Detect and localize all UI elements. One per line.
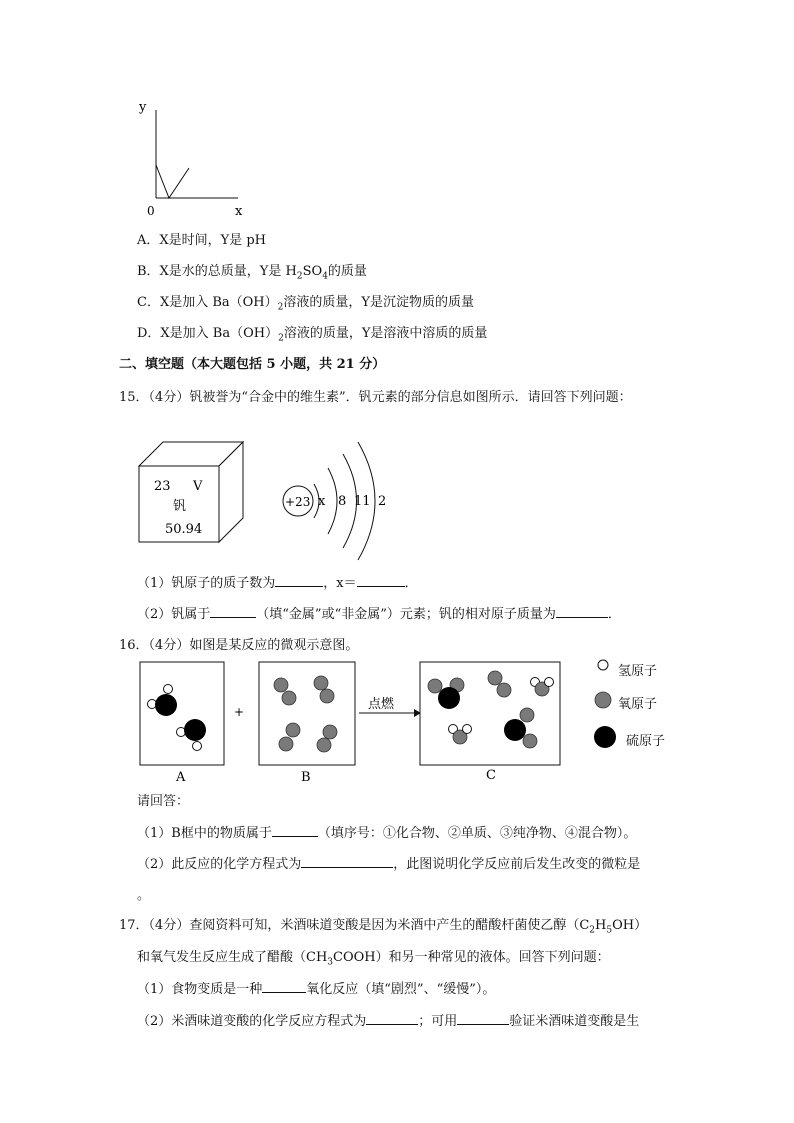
q15-element-cell	[137, 440, 247, 545]
q16-part2: （2）此反应的化学方程式为 ，此图说明化学反应前后发生改变的微粒是	[137, 857, 641, 872]
option-a: A．X是时间，Y是 pH	[137, 233, 267, 248]
blank[interactable]	[357, 574, 405, 587]
shell-3: 11	[354, 494, 371, 509]
q16-part1: （1）B框中的物质属于 （填序号：①化合物、②单质、③纯净物、④混合物）。	[137, 826, 637, 841]
blank[interactable]	[366, 1012, 418, 1025]
atom-nucleus: +23	[285, 495, 311, 509]
legend-hydrogen: 氢原子	[618, 664, 658, 679]
option-c: C．X是加入 $Ba(OH)_2$溶液的质量，Y是沉淀物质的质量	[137, 295, 474, 313]
label-b: B	[301, 770, 311, 785]
blank[interactable]	[556, 605, 608, 618]
label-a: A	[176, 770, 186, 785]
option-b: B．X是水的总质量，Y是 $H_2SO_4$的质量	[137, 264, 367, 282]
shell-4: 2	[378, 494, 387, 509]
option-d: D．X是加入 $Ba(OH)_2$溶液的质量，Y是溶液中溶质的质量	[137, 326, 488, 344]
graph-curve	[156, 165, 189, 198]
legend	[594, 660, 616, 748]
q17-line2: 和氧气发生反应生成了醋酸$(CH_3COOH)$和另一种常见的液体。回答下列问题：	[137, 950, 610, 968]
blank[interactable]	[272, 824, 318, 837]
q16-prompt: 请回答：	[137, 794, 190, 809]
graph-origin: 0	[147, 204, 155, 218]
legend-oxygen: 氧原子	[618, 697, 658, 712]
box-a	[140, 662, 224, 765]
q15-stem: 15．（4分）钒被誉为“合金中的维生素”．钒元素的部分信息如图所示．请回答下列问题：	[119, 390, 632, 405]
q15-part1: （1）钒原子的质子数为 ，x＝ ．	[137, 576, 418, 591]
blank[interactable]	[210, 605, 256, 618]
blank[interactable]	[457, 1012, 509, 1025]
box-b	[259, 662, 355, 765]
element-mass: 50.94	[165, 522, 203, 537]
q15-atom-diagram	[278, 440, 388, 570]
graph-y-label: y	[139, 100, 147, 115]
element-symbol: V	[193, 479, 203, 494]
section-title: 二、填空题（本大题包括 5 小题，共 21 分）	[119, 357, 386, 372]
q17-line1: 17．（4分）查阅资料可知，米酒味道变酸是因为米酒中产生的醋酸杆菌使乙醇$(C_2H_5OH)$	[119, 918, 648, 936]
shell-1: x	[318, 494, 326, 509]
blank[interactable]	[301, 855, 393, 868]
q15-part2: （2）钒属于 （填“金属”或“非金属”）元素；钒的相对原子质量为 ．	[137, 607, 621, 622]
plus-sign: +	[234, 705, 245, 719]
q14-graph	[135, 95, 255, 225]
element-number: 23	[154, 479, 171, 494]
legend-sulfur: 硫原子	[626, 734, 666, 749]
q16-reaction-diagram	[138, 658, 678, 788]
q16-stem: 16．（4分）如图是某反应的微观示意图。	[119, 638, 359, 653]
q17-part2: （2）米酒味道变酸的化学反应方程式为 ；可用 验证米酒味道变酸是生	[137, 1014, 640, 1029]
arrow-label: 点燃	[368, 697, 395, 712]
q16-part2-end: 。	[137, 888, 151, 903]
blank[interactable]	[275, 574, 323, 587]
shell-2: 8	[338, 494, 347, 509]
label-c: C	[486, 768, 496, 783]
blank[interactable]	[262, 980, 306, 993]
graph-x-label: x	[235, 204, 243, 219]
element-name: 钒	[173, 499, 187, 514]
q17-part1: （1）食物变质是一种 氧化反应（填“剧烈”、“缓慢”）。	[137, 982, 496, 997]
